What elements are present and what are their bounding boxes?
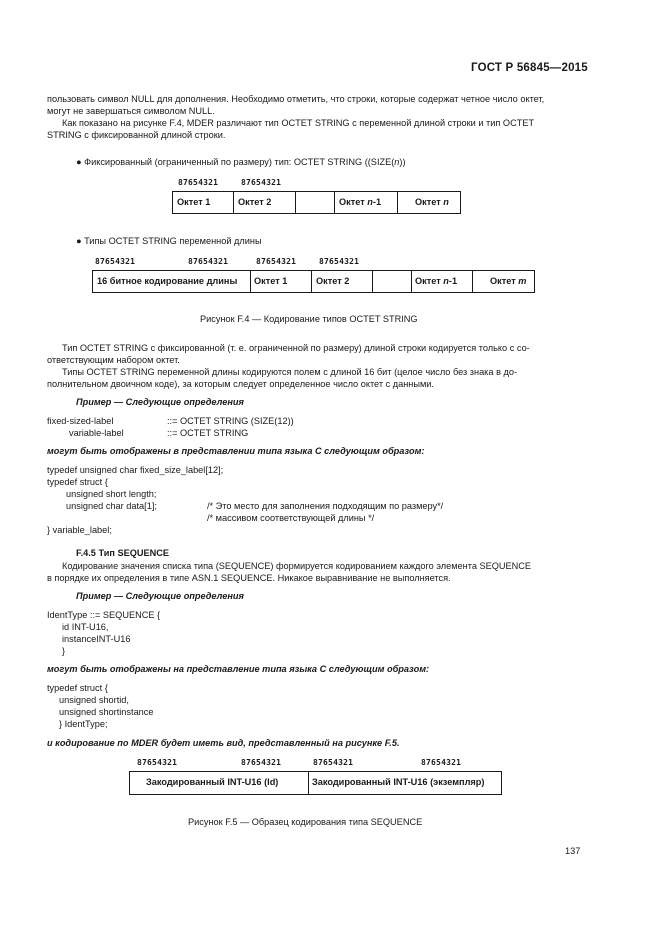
fig4-d2-divider (411, 270, 412, 293)
fig4-bullet-variable: ● Типы OCTET STRING переменной длины (76, 236, 262, 246)
fig4-d1-octet-label: Октет (339, 197, 368, 207)
fig4-d2-bits-4: 87654321 (319, 257, 360, 266)
code1-line-6: } variable_label; (47, 525, 112, 535)
code1-line-1: typedef unsigned char fixed_size_label[12]; (47, 465, 224, 475)
fig4-bullet-fixed (76, 156, 406, 168)
fig4-d1-divider (397, 191, 398, 214)
intro-line-3: Как показано на рисунке F.4, MDER различают тип OCTET STRING с переменной длиной строки и тип OCTET (62, 118, 535, 128)
fig4-d1-octet-2: Октет 2 (238, 197, 272, 207)
example2-code-2: id INT-U16, (62, 622, 109, 632)
code1-comment-2: /* массивом соответствующей длины */ (207, 513, 375, 523)
fig4-d2-octet-2: Октет 2 (316, 276, 350, 286)
example1-label-1: fixed-sized-label (47, 416, 114, 426)
fig4-d2-length-field: 16 битное кодирование длины (97, 276, 238, 286)
para2-line-3: Типы OCTET STRING переменной длины кодируются полем с длиной 16 бит (целое число без знака в до- (62, 367, 518, 377)
code2-line-1: typedef struct { (47, 683, 108, 693)
para2-line-4: полнительном двоичном коде), за которым следует определенное число октет с данными. (47, 379, 434, 389)
fig4-bullet-fixed-n: n (394, 157, 400, 167)
example1-value-2: ::= OCTET STRING (167, 428, 249, 438)
section-title: F.4.5 Тип SEQUENCE (76, 548, 170, 558)
fig4-d1-octet-n: n (367, 197, 373, 207)
intro-line-1: пользовать символ NULL для дополнения. Необходимо отметить, что строки, которые содержат четное число октет, (47, 94, 545, 104)
para2-line-2: ответствующим набором октет. (47, 355, 180, 365)
example1-value-1: ::= OCTET STRING (SIZE(12)) (167, 416, 294, 426)
example2-code-3: instanceINT-U16 (62, 634, 131, 644)
fig4-d1-octet-last-n: n (443, 197, 449, 207)
example1-label-2: variable-label (69, 428, 124, 438)
fig5-caption: Рисунок F.5 — Образец кодирования типа SEQUENCE (188, 817, 423, 827)
fig4-d1-bits-1: 87654321 (178, 178, 219, 187)
example2-after: могут быть отображены на представление типа языка С следующим образом: (47, 664, 430, 674)
intro-line-4: STRING с фиксированной длиной строки. (47, 130, 226, 140)
fig4-bullet-fixed-text: ● Фиксированный (ограниченный по размеру) тип: OCTET STRING ((SIZE( (76, 157, 395, 167)
fig5-cell-id: Закодированный INT-U16 (Id) (146, 777, 279, 787)
fig4-d2-bits-3: 87654321 (256, 257, 297, 266)
example2-code-1: IdentType ::= SEQUENCE { (47, 610, 161, 620)
fig4-d1-octet-1: Октет 1 (177, 197, 211, 207)
page-number: 137 (565, 846, 581, 856)
fig4-d2-octet-last-label: Октет (490, 276, 519, 286)
fig4-d2-octet-n-minus-1 (415, 276, 457, 286)
fig4-d1-octet-n-minus-1 (339, 197, 381, 207)
code1-line-3: unsigned short length; (66, 489, 157, 499)
example2-code-4: } (62, 646, 66, 656)
fig5-bits-1: 87654321 (137, 758, 178, 767)
fig5-cell-instance: Закодированный INT-U16 (экземпляр) (312, 777, 485, 787)
fig5-bits-2: 87654321 (241, 758, 282, 767)
fig4-d1-divider (334, 191, 335, 214)
para2-line-1: Тип OCTET STRING с фиксированной (т. е. ограниченной по размеру) длиной строки кодируется только с со- (62, 343, 530, 353)
example1-heading: Пример — Следующие определения (76, 397, 244, 407)
fig4-caption: Рисунок F.4 — Кодирование типов OCTET STRING (200, 314, 418, 324)
fig4-d2-bits-2: 87654321 (188, 257, 229, 266)
fig4-d1-octet-minus: -1 (372, 197, 382, 207)
code2-line-3: unsigned shortinstance (59, 707, 154, 717)
code1-line-4: unsigned char data[1]; (66, 501, 157, 511)
fig5-bits-3: 87654321 (313, 758, 354, 767)
fig4-d2-octet-n: n (443, 276, 449, 286)
code2-line-2: unsigned shortid, (59, 695, 129, 705)
fig4-d2-octet-m-letter: m (518, 276, 527, 286)
fig4-d2-divider (372, 270, 373, 293)
fig4-d2-divider (250, 270, 251, 293)
code1-line-2: typedef struct { (47, 477, 108, 487)
fig4-d2-octet-label: Октет (415, 276, 444, 286)
standard-header: ГОСТ Р 56845—2015 (471, 62, 588, 74)
fig4-d2-divider (311, 270, 312, 293)
code2-line-4: } IdentType; (59, 719, 108, 729)
example1-after: могут быть отображены в представлении типа языка С следующим образом: (47, 446, 425, 456)
example2-heading: Пример — Следующие определения (76, 591, 244, 601)
fig5-bits-4: 87654321 (421, 758, 462, 767)
fig4-bullet-fixed-end: )) (399, 157, 406, 167)
fig4-d1-octet-last-label: Октет (415, 197, 444, 207)
section-line-2: в порядке их определения в типе ASN.1 SEQUENCE. Никакое выравнивание не выполняется. (47, 573, 451, 583)
code1-comment-1: /* Это место для заполнения подходящим по размеру*/ (207, 501, 444, 511)
fig4-d2-octet-minus: -1 (448, 276, 458, 286)
fig4-d1-bits-2: 87654321 (241, 178, 282, 187)
fig4-d2-divider (472, 270, 473, 293)
fig4-d1-divider (295, 191, 296, 214)
fig4-d2-octet-m (490, 276, 526, 286)
code2-after: и кодирование по MDER будет иметь вид, представленный на рисунке F.5. (47, 738, 400, 748)
fig4-d1-divider (233, 191, 234, 214)
section-line-1: Кодирование значения списка типа (SEQUENCE) формируется кодированием каждого элемента SEQUENCE (62, 561, 532, 571)
intro-line-2: могут не завершаться символом NULL. (47, 106, 215, 116)
fig4-d2-octet-1: Октет 1 (254, 276, 288, 286)
fig4-d1-octet-n (415, 197, 449, 207)
fig5-divider (308, 771, 309, 795)
fig4-d2-bits-1: 87654321 (95, 257, 136, 266)
